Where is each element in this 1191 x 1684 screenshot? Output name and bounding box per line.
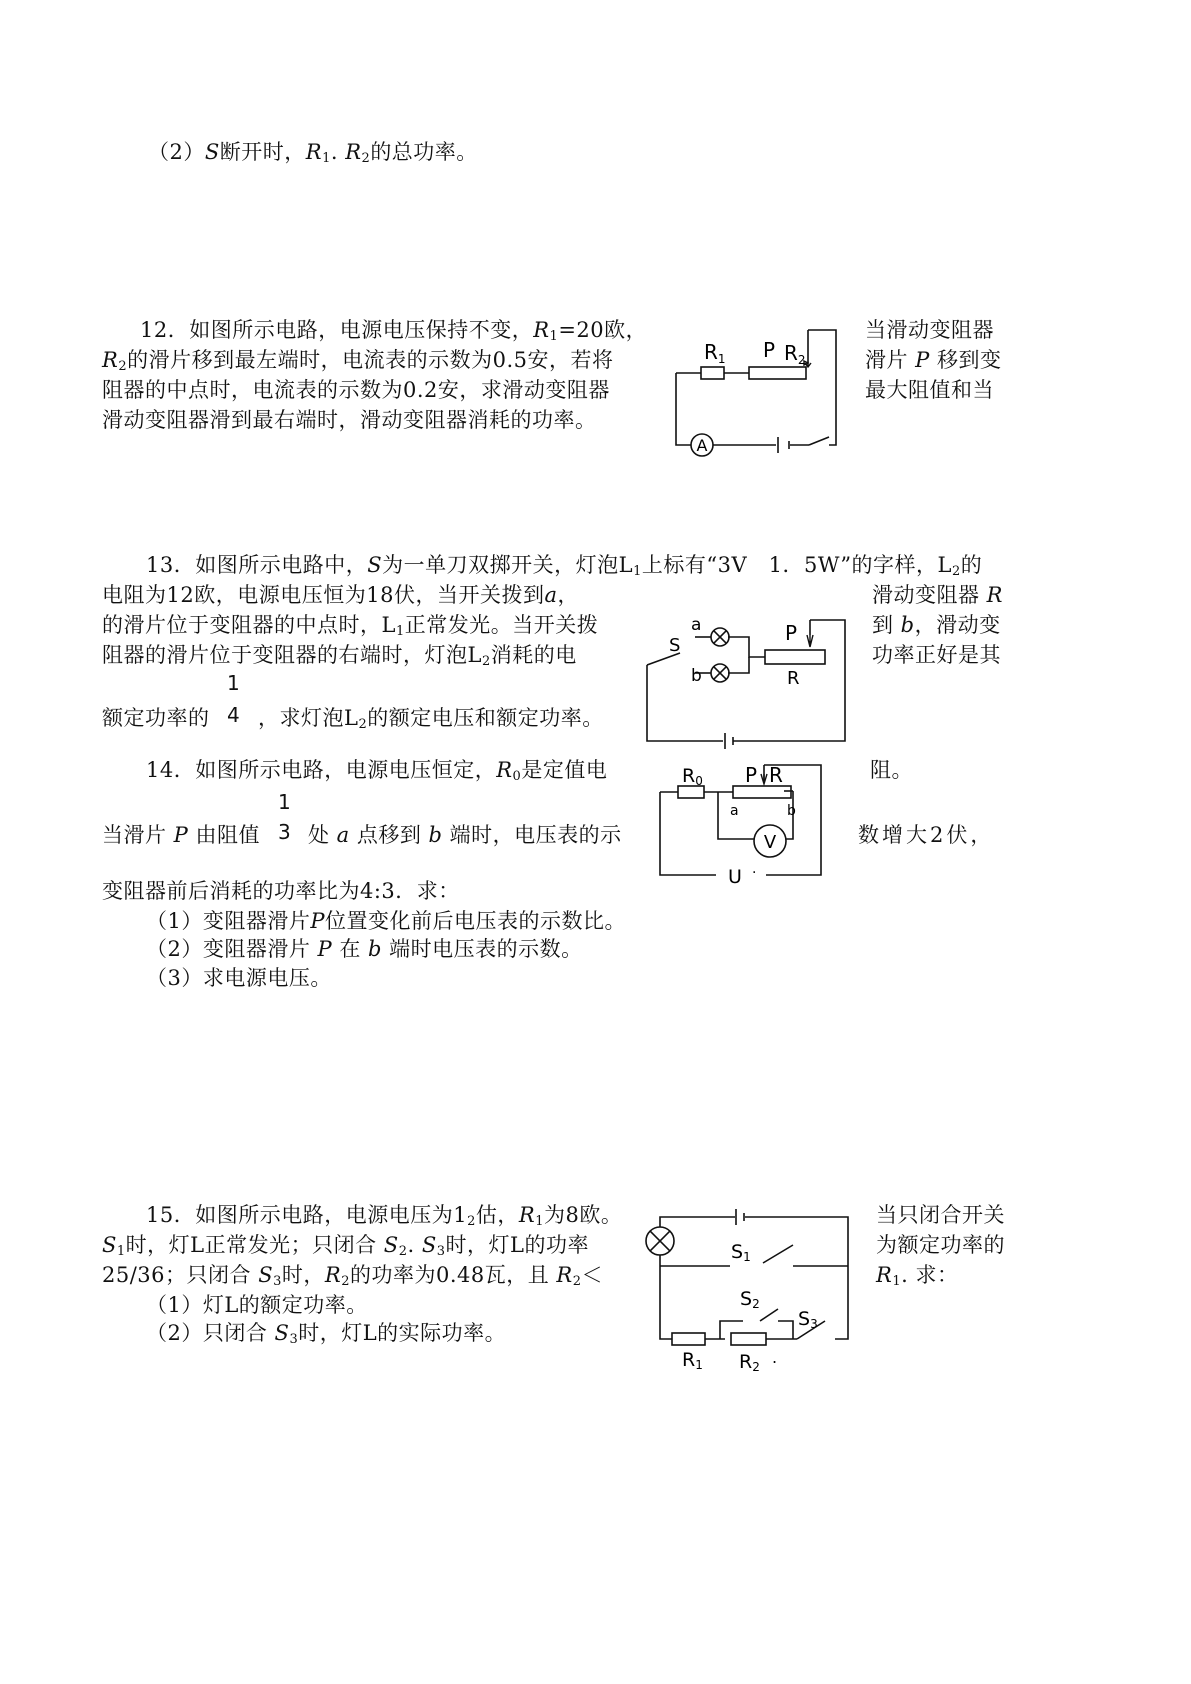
q12-r2-label: $R_2$	[784, 341, 806, 367]
q13-line2-right: 滑动变阻器 R	[872, 583, 1003, 607]
q13-line2: 电阻为12欧，电源电压恒为18伏，当开关拨到a，	[102, 583, 579, 607]
q15-r1-label: R1	[682, 1349, 703, 1372]
q13-line5-left: 额定功率的	[102, 706, 210, 730]
q15-r1-resistor	[672, 1333, 705, 1345]
q12-p-label: P	[763, 338, 776, 362]
q14-circuit-diagram	[656, 762, 836, 888]
q13-rheostat	[765, 650, 825, 664]
q13-line1: 13．如图所示电路中，S为一单刀双掷开关，灯泡$L_1$上标有“3V 1．5W”的字样，$L_2$的	[146, 553, 983, 579]
q15-r2-label: R2	[739, 1351, 760, 1374]
q15-item-2: （2）只闭合 $S_3$时，灯L的实际功率。	[146, 1321, 507, 1347]
q14-r-label: R	[769, 763, 783, 787]
q13-lamp-l2	[711, 664, 729, 682]
q14-line1-right: 阻。	[870, 758, 913, 782]
q13-line4-right: 功率正好是其	[872, 643, 1001, 667]
q12-ammeter-label: A	[696, 436, 708, 455]
q12-r1-resistor	[701, 367, 724, 379]
q15-item-1: （1）灯L的额定功率。	[146, 1293, 368, 1317]
q13-p-label: P	[785, 621, 798, 645]
q12-line1: 12．如图所示电路，电源电压保持不变，$R_1=20$欧，	[140, 318, 648, 344]
q13-line3-right: 到 b，滑动变	[872, 613, 1001, 637]
q12-line2-right: 滑片 P 移到变	[865, 348, 1002, 372]
q13-line5-right: ，求灯泡$L_2$的额定电压和额定功率。	[258, 706, 604, 732]
q15-line2-right: 为额定功率的	[876, 1233, 1005, 1257]
q14-line2-left: 当滑片 P 由阻值	[102, 823, 260, 847]
q13-circuit-diagram	[645, 615, 845, 745]
q12-line1-right: 当滑动变阻器	[865, 318, 994, 342]
q14-voltmeter-label: V	[763, 832, 777, 853]
q15-s3-label: S3	[798, 1308, 818, 1331]
q14-a-label: a	[730, 803, 739, 819]
q13-line3: 的滑片位于变阻器的中点时，$L_1$正常发光。当开关拨	[102, 613, 599, 639]
q14-p-label: P	[745, 763, 758, 787]
q15-line3: 25/36；只闭合 $S_3$时，$R_2$的功率为0.48瓦，且 $R_2<$	[102, 1263, 604, 1289]
q13-lamp-l1	[711, 628, 729, 646]
q13-s-label: S	[669, 635, 681, 656]
q12-line3-right: 最大阻值和当	[865, 378, 994, 402]
q12-circuit-diagram	[666, 325, 866, 465]
q14-item-1: （1）变阻器滑片P位置变化前后电压表的示数比。	[146, 909, 627, 933]
q14-line3: 变阻器前后消耗的功率比为4:3．求：	[102, 879, 460, 903]
q14-fraction-den: 3	[278, 820, 292, 844]
q14-u-label: U	[728, 866, 742, 888]
q15-lamp-l	[646, 1227, 674, 1255]
q14-line2-right: 数增大2伏，	[858, 823, 995, 847]
q15-s2-label: S2	[740, 1288, 760, 1311]
q14-line2-mid: 处 a 点移到 b 端时，电压表的示	[308, 823, 622, 847]
q13-slider-arrow	[807, 635, 813, 647]
q15-r2-resistor	[731, 1333, 766, 1345]
q15-line2: $S_1$时，灯L正常发光；只闭合 $S_2$. $S_3$时，灯L的功率	[102, 1233, 589, 1259]
q13-a-label: a	[691, 615, 702, 635]
q14-r0-label: R0	[682, 765, 703, 788]
q15-line1-right: 当只闭合开关	[876, 1203, 1005, 1227]
q15-dot: .	[772, 1348, 778, 1367]
q14-b-label: b	[787, 803, 796, 819]
q12-line2: $R_2$的滑片移到最左端时，电流表的示数为0.5安，若将	[102, 348, 614, 374]
q14-line1: 14．如图所示电路，电源电压恒定，$R_0$是定值电	[146, 758, 608, 784]
q12-r2-rheostat	[749, 367, 806, 379]
q15-line3-right: $R_1$. 求：	[876, 1263, 959, 1289]
q15-line1: 15．如图所示电路，电源电压为$1_2$估，$R_1$为8欧。	[146, 1203, 623, 1229]
q14-rheostat	[733, 786, 791, 798]
q12-line3: 阻器的中点时，电流表的示数为0.2安，求滑动变阻器	[102, 378, 610, 402]
q13-fraction-den: 4	[227, 703, 241, 727]
q14-fraction-num: 1	[278, 790, 292, 814]
q13-b-label: b	[691, 666, 702, 686]
q13-fraction-num: 1	[227, 671, 241, 695]
q14-item-2: （2）变阻器滑片 P 在 b 端时电压表的示数。	[146, 937, 583, 961]
q15-circuit-diagram	[645, 1205, 845, 1375]
q14-u-dot: ·	[752, 865, 757, 881]
q13-line4: 阻器的滑片位于变阻器的右端时，灯泡$L_2$消耗的电	[102, 643, 577, 669]
q15-s1-label: S1	[731, 1241, 751, 1264]
q14-slider-arrow	[761, 774, 767, 784]
q12-r1-label: $R_1$	[704, 340, 726, 366]
q14-item-3: （3）求电源电压。	[146, 966, 332, 990]
q13-r-label: R	[787, 668, 800, 689]
q12-line4: 滑动变阻器滑到最右端时，滑动变阻器消耗的功率。	[102, 408, 597, 432]
q11-part2: （2）S断开时，$R_1$. $R_2$的总功率。	[148, 140, 478, 166]
